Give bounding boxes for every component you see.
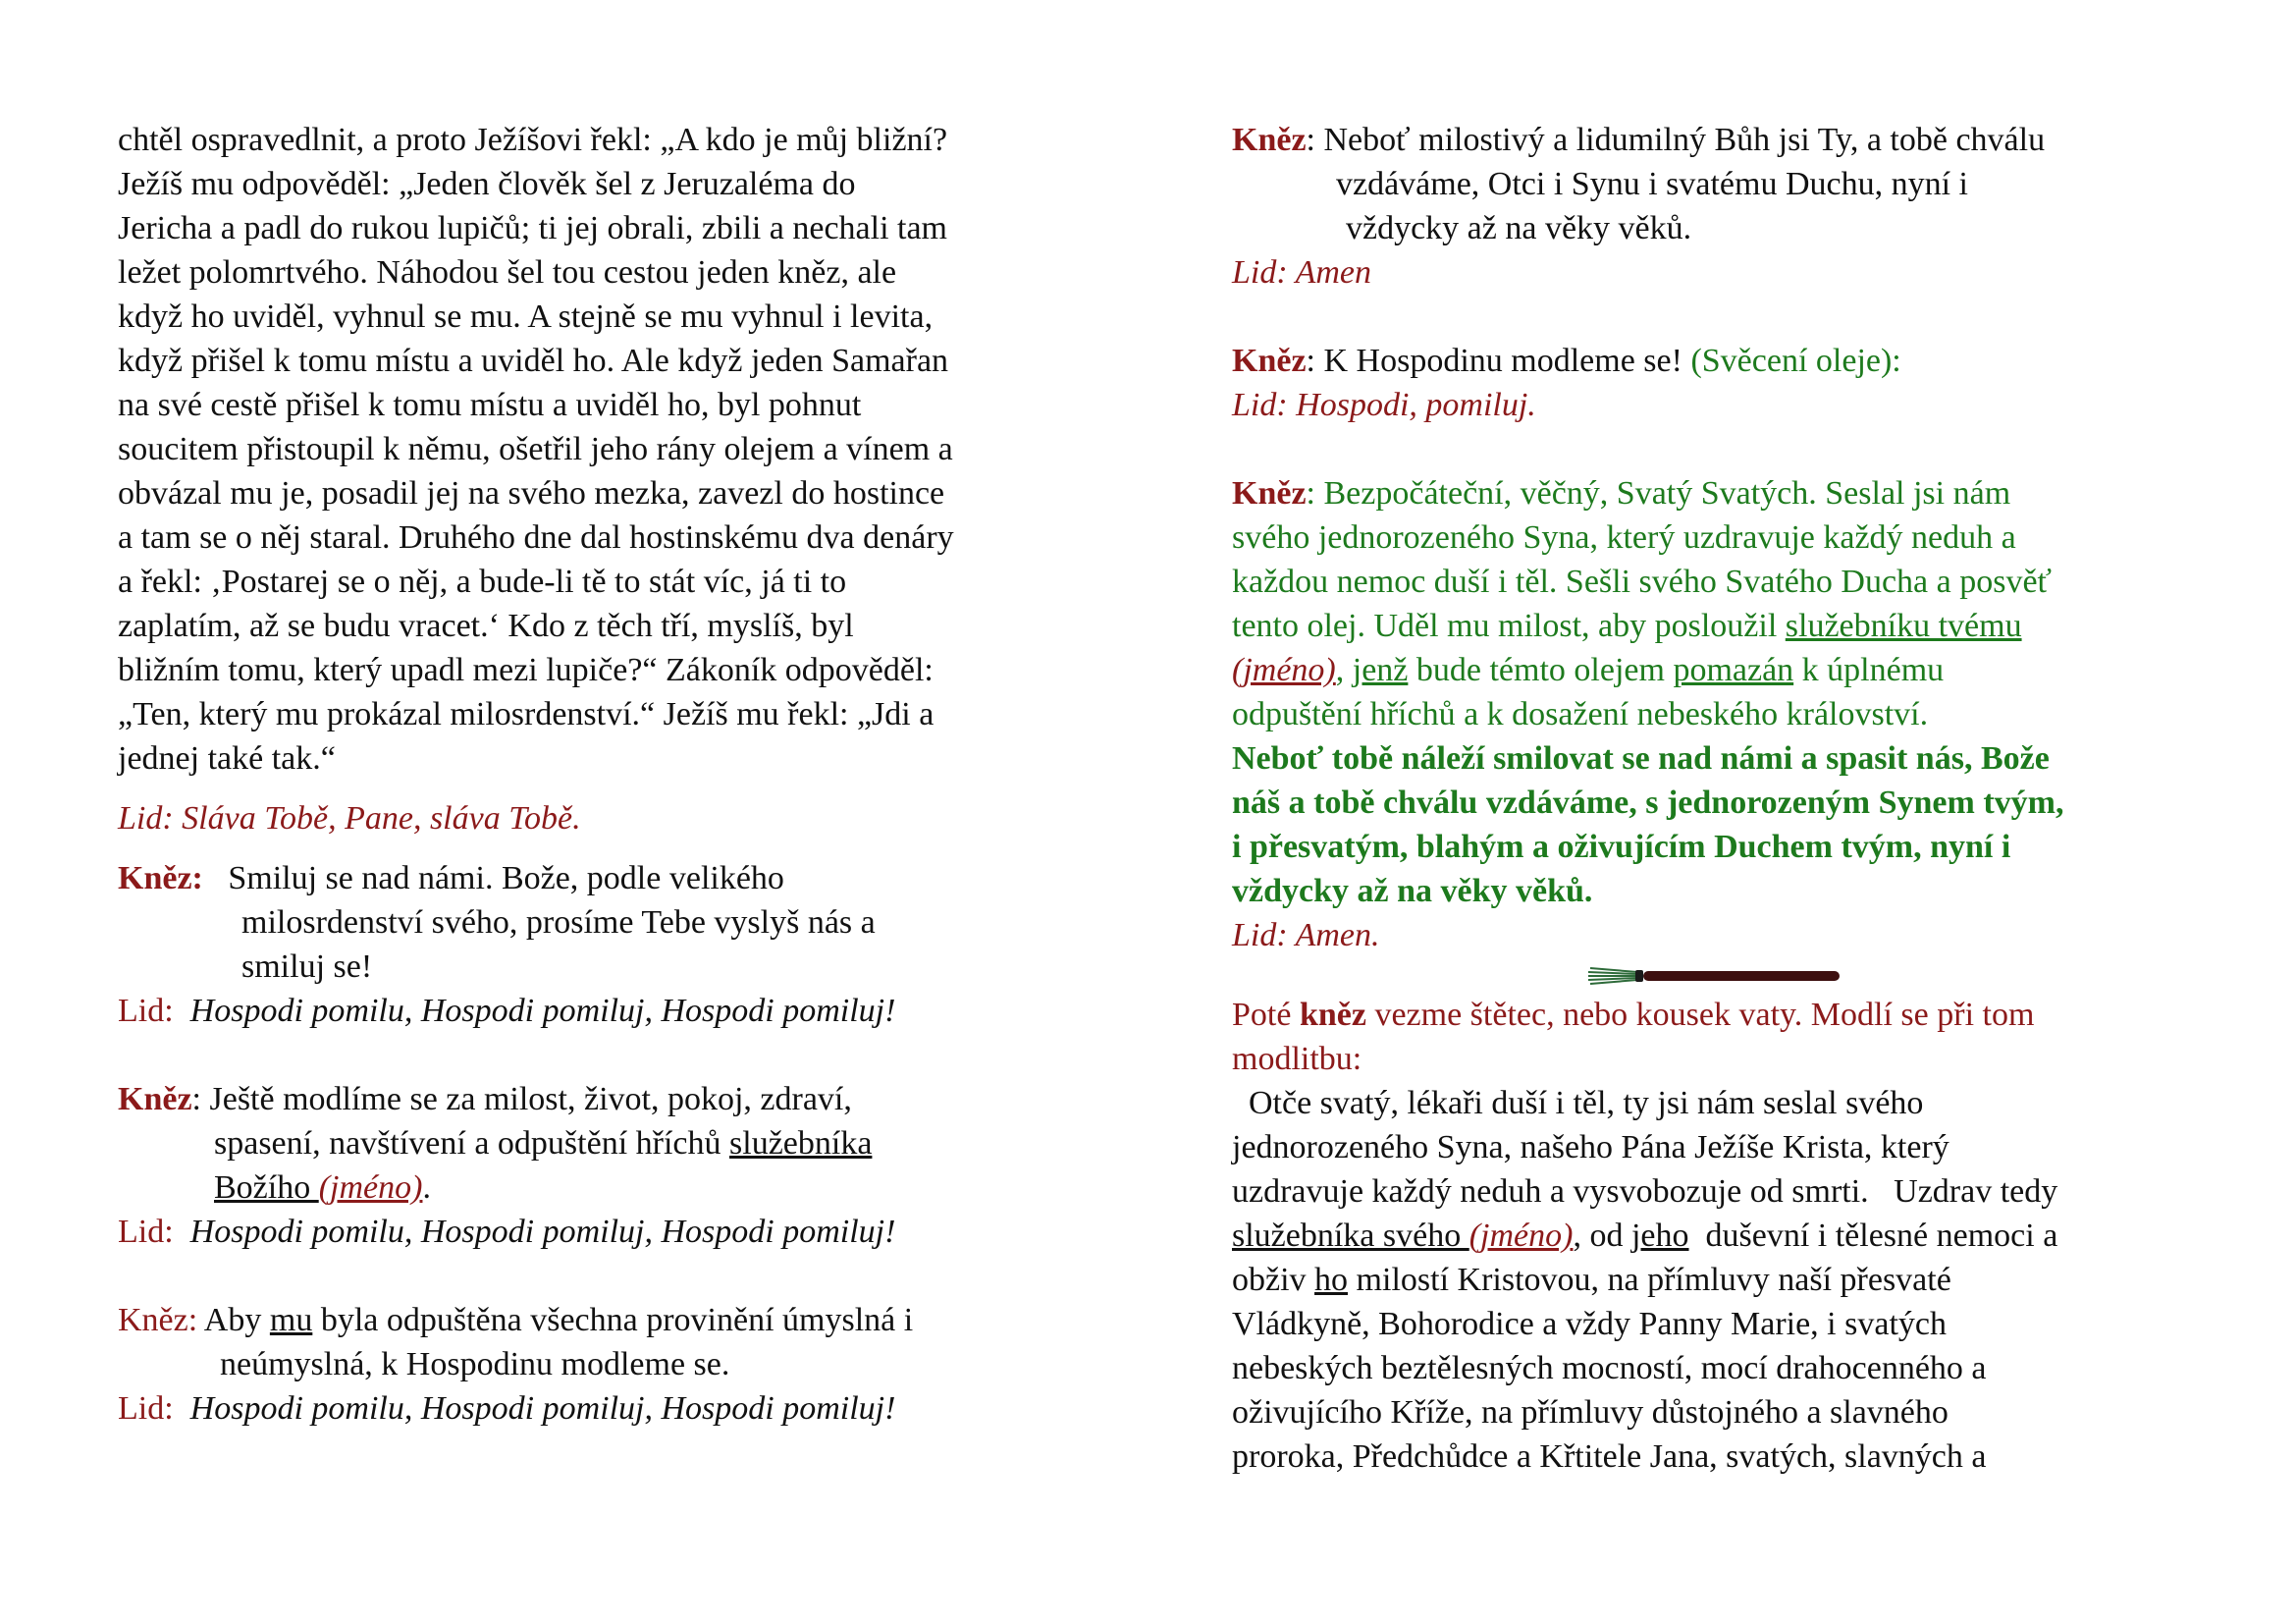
gospel-text xyxy=(118,118,1099,781)
gospel-line: chtěl ospravedlnit, a proto Ježíšovi řekl: „A kdo je můj bližní? xyxy=(118,122,948,158)
gospel-line: a řekl: ‚Postarej se o něj, a bude-li tě to stát víc, já ti to xyxy=(118,564,847,600)
lid-label: Lid: xyxy=(118,1390,174,1427)
gospel-line: Jericha a padl do rukou lupičů; ti jej obrali, zbili a nechali tam xyxy=(118,210,948,246)
gospel-line: na své cestě přišel k tomu místu a uviděl ho, byl pohnut xyxy=(118,387,862,423)
knez-prayer-3 xyxy=(118,1298,1099,1386)
prayer-text: byla odpuštěna všechna provinění úmyslná i xyxy=(312,1302,914,1338)
knez-oil-blessing xyxy=(1232,471,2204,913)
prayer-line: odpuštění hříchů a k dosažení nebeského království. xyxy=(1232,696,1929,732)
name-placeholder: (jméno) xyxy=(1232,652,1336,688)
punctuation: , xyxy=(1335,652,1353,688)
gospel-line: když ho uviděl, vyhnul se mu. A stejně se mu vyhnul i levita, xyxy=(118,298,934,335)
gospel-line: ležet polomrtvého. Náhodou šel tou cestou jeden kněz, ale xyxy=(118,254,897,291)
underlined-word: služebníku tvému xyxy=(1785,608,2022,644)
rubric-text: Poté xyxy=(1232,997,1300,1033)
speaker-label: Kněz xyxy=(1232,475,1307,512)
rubric-note: (Svěcení oleje): xyxy=(1690,343,1901,379)
knez-prayer-doxology xyxy=(1232,118,2204,250)
knez-prayer-2 xyxy=(118,1077,1099,1210)
prayer-line: svého jednorozeného Syna, který uzdravuje každý neduh a xyxy=(1232,519,2016,556)
prayer-line: nebeských beztělesných mocností, mocí drahocenného a xyxy=(1232,1350,1987,1386)
prayer-text: duševní i tělesné nemoci a xyxy=(1688,1218,2058,1254)
lid-label: Lid: xyxy=(118,1214,174,1250)
prayer-text: milostí Kristovou, na přímluvy naší přesvaté xyxy=(1348,1262,1951,1298)
prayer-line: Otče svatý, lékaři duší i těl, ty jsi nám seslal svého xyxy=(1232,1085,1924,1121)
underlined-word: ho xyxy=(1314,1262,1349,1298)
speaker-label: Kněz xyxy=(118,1081,192,1117)
underlined-word: pomazán xyxy=(1673,652,1794,688)
prayer-line: jednorozeného Syna, našeho Pána Ježíše Krista, který xyxy=(1232,1129,1949,1165)
doxology-line: Neboť tobě náleží smilovat se nad námi a spasit nás, Bože xyxy=(1232,740,2050,777)
lid-label: Lid: xyxy=(118,993,174,1029)
underlined-word: mu xyxy=(269,1302,313,1338)
lid-response: Hospodi pomilu, Hospodi pomiluj, Hospodi pomiluj! xyxy=(189,1214,896,1250)
knez-prayer-1 xyxy=(118,856,1099,989)
prayer-line: spasení, navštívení a odpuštění hříchů xyxy=(214,1125,730,1162)
gospel-line: Ježíš mu odpověděl: „Jeden člověk šel z Jeruzaléma do xyxy=(118,166,856,202)
prayer-line: proroka, Předchůdce a Křtitele Jana, svatých, slavných a xyxy=(1232,1438,1987,1475)
speaker-label: Kněz: xyxy=(118,1302,198,1338)
doxology-line: vždycky až na věky věků. xyxy=(1232,873,1593,909)
brush-icon xyxy=(1588,963,1843,987)
underlined-word: služebníka svého xyxy=(1232,1218,1469,1254)
underlined-word: služebníka xyxy=(729,1125,873,1162)
prayer-text: , od xyxy=(1573,1218,1631,1254)
rubric-text: modlitbu: xyxy=(1232,1041,1362,1077)
prayer-text: tento olej. Uděl mu milost, aby posloužil xyxy=(1232,608,1786,644)
lid-response-hospodi: Lid: Hospodi, pomiluj. xyxy=(1232,387,1536,423)
gospel-line: zaplatím, až se budu vracet.‘ Kdo z těch tří, myslíš, byl xyxy=(118,608,854,644)
prayer-text: k úplnému xyxy=(1793,652,1945,688)
prayer-line: : Neboť milostivý a lidumilný Bůh jsi Ty, a tobě chválu xyxy=(1306,122,2046,158)
name-placeholder: (jméno) xyxy=(318,1169,423,1206)
rubric-bold: kněz xyxy=(1299,997,1366,1033)
underlined-word: Božího xyxy=(214,1169,319,1206)
prayer-line: milosrdenství svého, prosíme Tebe vyslyš nás a xyxy=(241,904,876,941)
underlined-word: jeho xyxy=(1630,1218,1689,1254)
doxology-line: náš a tobě chválu vzdáváme, s jednorozeným Synem tvým, xyxy=(1232,785,2064,821)
lid-response: Hospodi pomilu, Hospodi pomiluj, Hospodi pomiluj! xyxy=(189,1390,896,1427)
left-column xyxy=(118,118,1099,1431)
gospel-line: soucitem přistoupil k němu, ošetřil jeho rány olejem a vínem a xyxy=(118,431,953,467)
speaker-label: Kněz xyxy=(1232,122,1307,158)
prayer-line: Vládkyně, Bohorodice a vždy Panny Marie, i svatých xyxy=(1232,1306,1947,1342)
prayer-line: oživujícího Kříže, na přímluvy důstojného a slavného xyxy=(1232,1394,1949,1431)
speaker-label: Kněz: xyxy=(118,860,203,896)
lid-response: Hospodi pomilu, Hospodi pomiluj, Hospodi pomiluj! xyxy=(189,993,896,1029)
gospel-line: když přišel k tomu místu a uviděl ho. Ale když jeden Samařan xyxy=(118,343,949,379)
right-column xyxy=(1232,118,2204,1479)
lid-response-amen: Lid: Amen xyxy=(1232,254,1371,291)
prayer-text: bude témto olejem xyxy=(1408,652,1674,688)
lid-response-amen: Lid: Amen. xyxy=(1232,917,1380,953)
gospel-line: jednej také tak.“ xyxy=(118,740,336,777)
prayer-line: vzdáváme, Otci i Synu i svatému Duchu, nyní i xyxy=(1336,166,1968,202)
punctuation: . xyxy=(422,1169,431,1206)
prayer-line: neúmyslná, k Hospodinu modleme se. xyxy=(220,1346,730,1382)
prayer-line: vždycky až na věky věků. xyxy=(1346,210,1692,246)
prayer-text: Aby xyxy=(197,1302,270,1338)
prayer-line: uzdravuje každý neduh a vysvobozuje od smrti. Uzdrav tedy xyxy=(1232,1173,2058,1210)
doxology-line: i přesvatým, blahým a oživujícím Duchem tvým, nyní i xyxy=(1232,829,2011,865)
name-placeholder: (jméno) xyxy=(1468,1218,1574,1254)
prayer-line: Smiluj se nad námi. Bože, podle velikého xyxy=(228,860,784,896)
underlined-word: jenž xyxy=(1352,652,1409,688)
rubric-text: vezme štětec, nebo kousek vaty. Modlí se při tom xyxy=(1365,997,2035,1033)
prayer-line: každou nemoc duší i těl. Sešli svého Svatého Ducha a posvěť xyxy=(1232,564,2053,600)
gospel-line: bližním tomu, který upadl mezi lupiče?“ Zákoník odpověděl: xyxy=(118,652,934,688)
gospel-line: „Ten, který mu prokázal milosrdenství.“ Ježíš mu řekl: „Jdi a xyxy=(118,696,934,732)
prayer-line: : Ještě modlíme se za milost, život, pokoj, zdraví, xyxy=(191,1081,852,1117)
speaker-label: Kněz xyxy=(1232,343,1307,379)
prayer-text: obživ xyxy=(1232,1262,1315,1298)
lid-response-slava: Lid: Sláva Tobě, Pane, sláva Tobě. xyxy=(118,800,581,837)
prayer-line: : Bezpočáteční, věčný, Svatý Svatých. Seslal jsi nám xyxy=(1306,475,2011,512)
healing-prayer xyxy=(1232,1081,2204,1479)
prayer-line: smiluj se! xyxy=(241,948,373,985)
gospel-line: a tam se o něj staral. Druhého dne dal hostinskému dva denáry xyxy=(118,519,954,556)
gospel-line: obvázal mu je, posadil jej na svého mezka, zavezl do hostince xyxy=(118,475,945,512)
prayer-text: : K Hospodinu modleme se! xyxy=(1306,343,1691,379)
